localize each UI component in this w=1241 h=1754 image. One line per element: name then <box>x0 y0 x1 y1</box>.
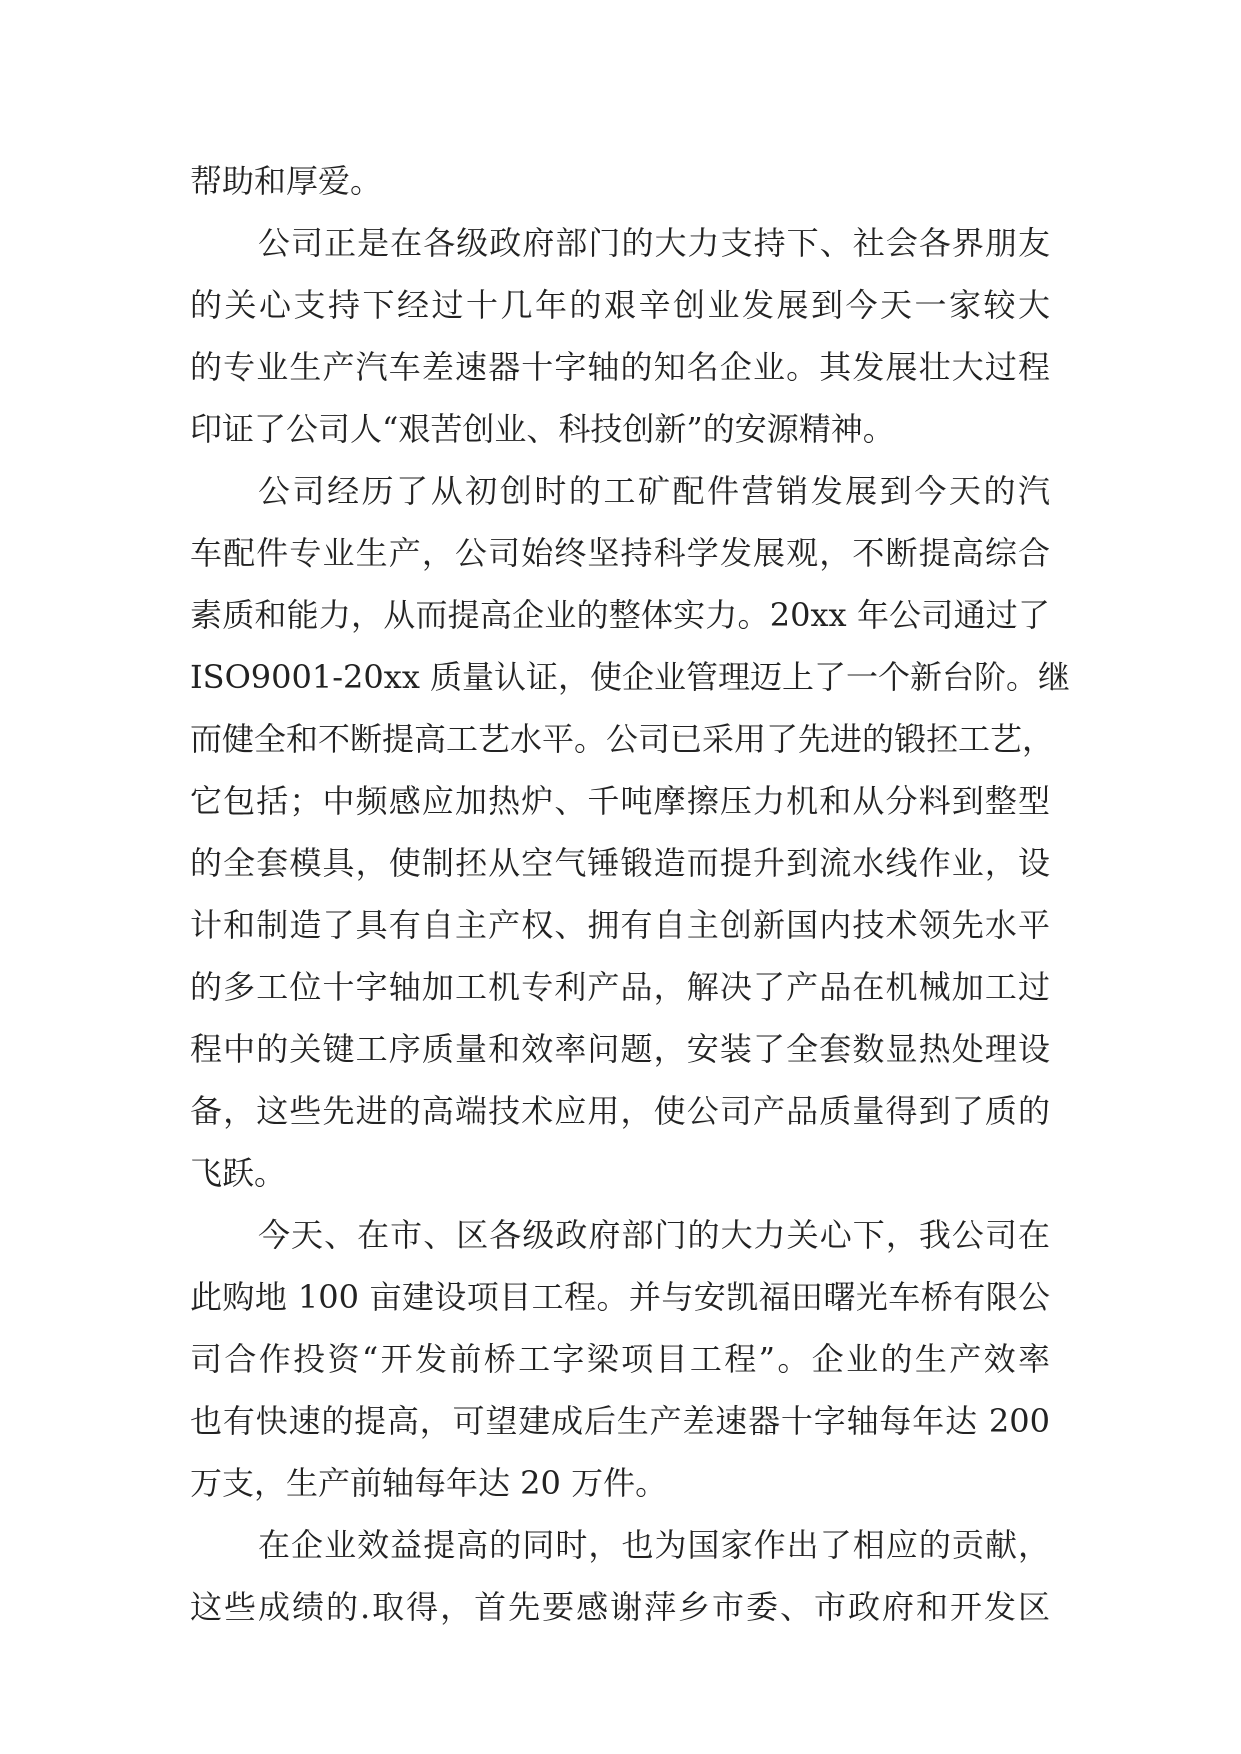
text-line: 这些成绩的.取得，首先要感谢萍乡市委、市政府和开发区 <box>190 1588 1050 1626</box>
text-line: 它包括；中频感应加热炉、千吨摩擦压力机和从分料到整型 <box>190 782 1050 820</box>
text-line: 帮助和厚爱。 <box>190 162 383 200</box>
text-line: 程中的关键工序质量和效率问题，安装了全套数显热处理设 <box>190 1030 1050 1068</box>
text-line: 的关心支持下经过十几年的艰辛创业发展到今天一家较大 <box>190 286 1050 324</box>
text-line: 而健全和不断提高工艺水平。公司已采用了先进的锻抷工艺， <box>190 720 1055 758</box>
text-line: 也有快速的提高，可望建成后生产差速器十字轴每年达 200 <box>190 1402 1050 1440</box>
text-line: ISO9001-20xx 质量认证，使企业管理迈上了一个新台阶。继 <box>190 658 1071 696</box>
text-line: 素质和能力，从而提高企业的整体实力。20xx 年公司通过了 <box>190 596 1050 634</box>
text-line: 飞跃。 <box>190 1154 287 1192</box>
document-body <box>190 150 1071 1638</box>
text-line: 计和制造了具有自主产权、拥有自主创新国内技术领先水平 <box>190 906 1050 944</box>
text-line: 印证了公司人“艰苦创业、科技创新”的安源精神。 <box>190 410 895 448</box>
text-line: 司合作投资“开发前桥工字梁项目工程”。企业的生产效率 <box>190 1340 1050 1378</box>
text-line: 此购地 100 亩建设项目工程。并与安凯福田曙光车桥有限公 <box>190 1278 1050 1316</box>
text-line: 车配件专业生产，公司始终坚持科学发展观，不断提高综合 <box>190 534 1050 572</box>
paragraph-first-line: 公司正是在各级政府部门的大力支持下、社会各界朋友 <box>258 224 1050 262</box>
paragraph-first-line: 在企业效益提高的同时，也为国家作出了相应的贡献， <box>258 1526 1050 1564</box>
paragraph-first-line: 今天、在市、区各级政府部门的大力关心下，我公司在 <box>258 1216 1050 1254</box>
paragraph-first-line: 公司经历了从初创时的工矿配件营销发展到今天的汽 <box>258 472 1050 510</box>
text-line: 的专业生产汽车差速器十字轴的知名企业。其发展壮大过程 <box>190 348 1050 386</box>
text-line: 的全套模具，使制抷从空气锤锻造而提升到流水线作业，设 <box>190 844 1050 882</box>
text-line: 万支，生产前轴每年达 20 万件。 <box>190 1464 668 1502</box>
text-line: 备，这些先进的高端技术应用，使公司产品质量得到了质的 <box>190 1092 1050 1130</box>
text-line: 的多工位十字轴加工机专利产品，解决了产品在机械加工过 <box>190 968 1050 1006</box>
